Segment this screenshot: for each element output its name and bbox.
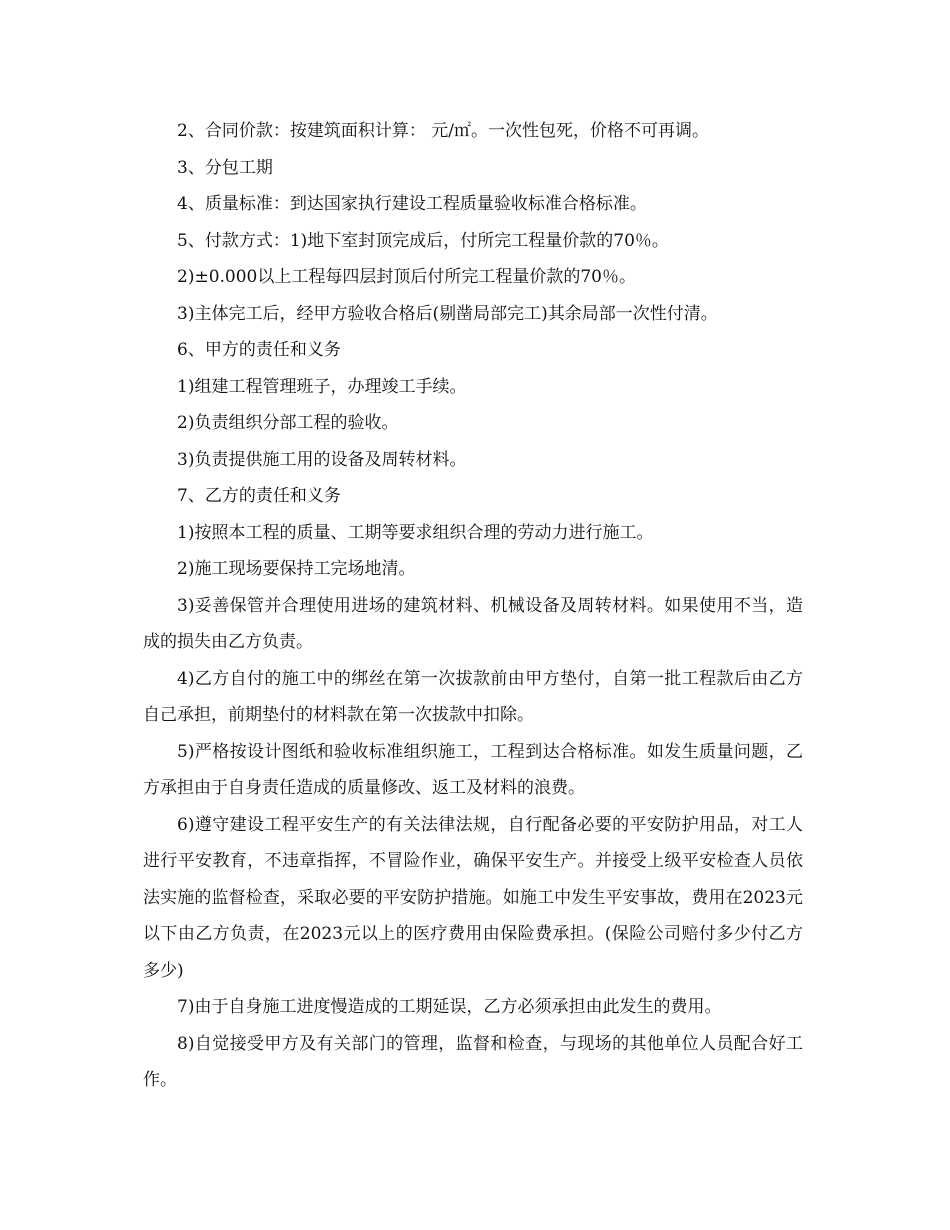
paragraph-party-a-heading: 6、甲方的责任和义务 — [177, 340, 341, 360]
paragraph-party-b-heading: 7、乙方的责任和义务 — [177, 486, 341, 506]
paragraph-party-b-item-6: 6)遵守建设工程平安生产的有关法律法规，自行配备必要的平安防护用品，对工人进行平安教育，不违章指挥，不冒险作业，确保平安生产。并接受上级平安检查人员依法实施的监督检查，采取必要的平安防护措施。如施工中发生平安事故，费用在2023元以下由乙方负责，在2023元以上的医疗费用由保险费承担。(保险公司赔付多少付乙方多少) — [143, 814, 803, 981]
paragraph-party-b-item-7: 7)由于自身施工进度慢造成的工期延误，乙方必须承担由此发生的费用。 — [177, 997, 722, 1017]
paragraph-payment-method: 5、付款方式：1)地下室封顶完成后，付所完工程量价款的70％。 — [177, 230, 669, 251]
paragraph-party-a-item-3: 3)负责提供施工用的设备及周转材料。 — [177, 449, 467, 470]
paragraph-quality-standard: 4、质量标准：到达国家执行建设工程质量验收标准合格标准。 — [177, 194, 647, 214]
document-body — [143, 113, 803, 1099]
paragraph-payment-item-3: 3)主体完工后，经甲方验收合格后(剔凿局部完工)其余局部一次性付清。 — [177, 303, 718, 324]
paragraph-party-b-item-2: 2)施工现场要保持工完场地清。 — [177, 559, 416, 579]
paragraph-subcontract-period: 3、分包工期 — [177, 157, 273, 178]
paragraph-party-a-item-1: 1)组建工程管理班子，办理竣工手续。 — [177, 376, 467, 397]
paragraph-party-b-item-3: 3)妥善保管并合理使用进场的建筑材料、机械设备及周转材料。如果使用不当，造成的损失由乙方负责。 — [143, 595, 803, 652]
paragraph-party-a-item-2: 2)负责组织分部工程的验收。 — [177, 413, 399, 433]
paragraph-payment-item-2: 2)±0.000以上工程每四层封顶后付所完工程量价款的70％。 — [177, 267, 636, 287]
paragraph-party-b-item-4: 4)乙方自付的施工中的绑丝在第一次拔款前由甲方垫付，自第一批工程款后由乙方自己承担，前期垫付的材料款在第一次拔款中扣除。 — [143, 668, 803, 725]
paragraph-contract-price: 2、合同价款：按建筑面积计算： 元/㎡。一次性包死，价格不可再调。 — [177, 121, 709, 141]
paragraph-party-b-item-5: 5)严格按设计图纸和验收标准组织施工，工程到达合格标准。如发生质量问题，乙方承担由于自身责任造成的质量修改、返工及材料的浪费。 — [143, 741, 803, 798]
paragraph-party-b-item-1: 1)按照本工程的质量、工期等要求组织合理的劳动力进行施工。 — [177, 522, 654, 543]
paragraph-party-b-item-8: 8)自觉接受甲方及有关部门的管理，监督和检查，与现场的其他单位人员配合好工作。 — [143, 1033, 803, 1090]
